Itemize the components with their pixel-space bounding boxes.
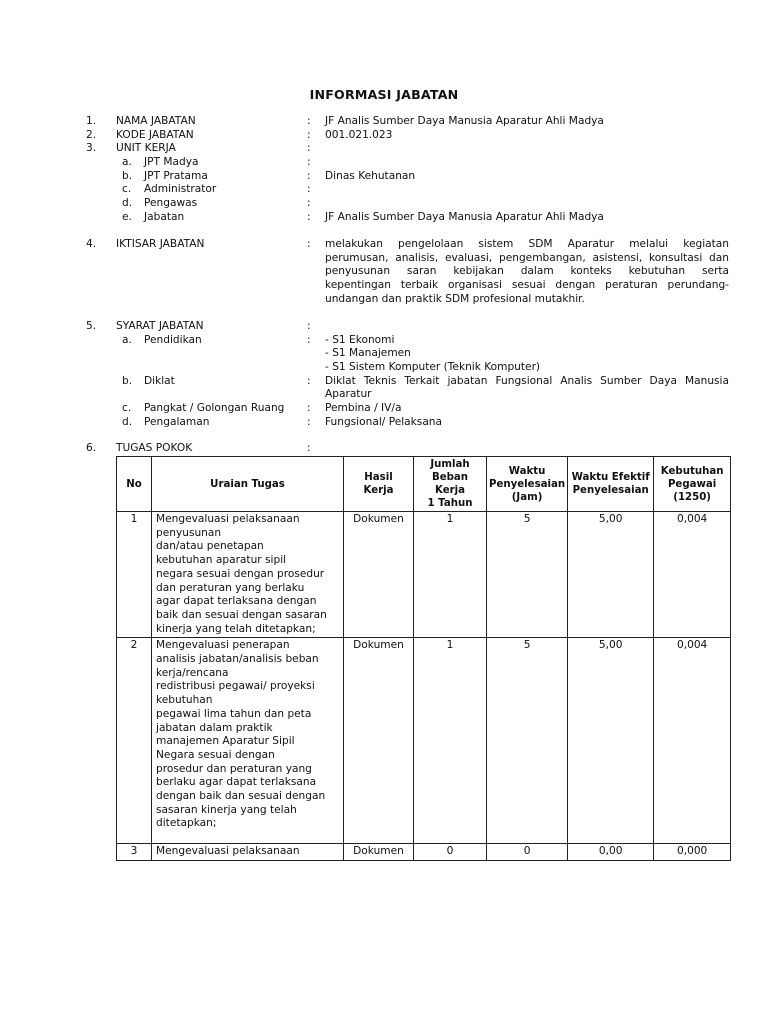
sub-label: Diklat xyxy=(144,374,175,387)
unit-kerja-jpt-madya xyxy=(0,156,768,170)
sub-letter: b. xyxy=(122,169,133,182)
sub-letter: e. xyxy=(122,210,132,223)
cell-no: 2 xyxy=(117,638,152,844)
cell-uraian xyxy=(152,638,344,844)
item-number: 3. xyxy=(86,142,97,155)
uraian-line: jabatan dalam praktik xyxy=(156,721,273,734)
sub-label: JPT Pratama xyxy=(144,169,208,182)
section-identitas xyxy=(0,115,768,225)
unit-kerja-administrator xyxy=(0,183,768,197)
uraian-line: berlaku agar dapat terlaksana xyxy=(156,776,317,789)
table-row xyxy=(117,512,731,638)
sub-value: Fungsional/ Pelaksana xyxy=(325,415,443,428)
colon: : xyxy=(307,374,311,387)
header-no: No xyxy=(117,457,152,512)
uraian-line: Negara sesuai dengan xyxy=(156,748,275,761)
cell-hasil: Dokumen xyxy=(344,512,414,638)
section-iktisar xyxy=(0,238,768,305)
uraian-line: baik dan sesuai dengan sasaran xyxy=(156,608,327,621)
uraian-line: Mengevaluasi penerapan xyxy=(156,639,290,652)
header-uraian: Uraian Tugas xyxy=(152,457,344,512)
cell-hasil: Dokumen xyxy=(344,638,414,844)
colon: : xyxy=(307,238,311,250)
sub-letter: d. xyxy=(122,415,133,428)
item-label: KODE JABATAN xyxy=(116,128,194,141)
iktisar-text xyxy=(325,238,729,306)
iktisar-line: penyusunan saran kebijakan dalam konteks kebutuhan serta xyxy=(325,265,729,278)
colon: : xyxy=(307,333,311,346)
sub-label: Pengalaman xyxy=(144,415,210,428)
uraian-line: sasaran kinerja yang telah xyxy=(156,803,297,816)
uraian-line: dengan baik dan sesuai dengan xyxy=(156,790,326,803)
uraian-line: kinerja yang telah ditetapkan; xyxy=(156,622,316,635)
header-kebutuhan xyxy=(654,457,731,512)
cell-efektif: 5,00 xyxy=(568,638,654,844)
iktisar-line: melakukan pengelolaan sistem SDM Aparatur melalui kegiatan xyxy=(325,238,729,250)
document-title: INFORMASI JABATAN xyxy=(309,87,459,102)
colon: : xyxy=(307,142,311,155)
cell-uraian xyxy=(152,512,344,638)
iktisar-line: undangan dan praktik SDM profesional mutakhir. xyxy=(325,292,585,305)
syarat-header xyxy=(0,320,768,334)
diklat-line: Diklat Teknis Terkait jabatan Fungsional Analis Sumber Daya Manusia xyxy=(325,374,729,387)
sub-label: Pengawas xyxy=(144,197,198,210)
header-line: Kebutuhan xyxy=(660,465,724,477)
cell-jumlah: 1 xyxy=(414,512,487,638)
cell-waktu: 5 xyxy=(487,638,568,844)
sub-letter: d. xyxy=(122,197,133,210)
iktisar-line: kepentingan terbaik organisasi sesuai dengan peraturan perundang- xyxy=(325,279,729,292)
header-line: Pegawai xyxy=(667,478,717,490)
colon: : xyxy=(307,156,311,169)
cell-efektif: 5,00 xyxy=(568,512,654,638)
colon: : xyxy=(307,183,311,196)
unit-kerja-jpt-pratama xyxy=(0,170,768,184)
section-syarat xyxy=(0,320,768,429)
pendidikan-item: - S1 Sistem Komputer (Teknik Komputer) xyxy=(325,361,541,374)
uraian-line: Mengevaluasi pelaksanaan xyxy=(156,845,300,858)
header-line: Jumlah xyxy=(430,459,470,470)
colon: : xyxy=(307,442,311,454)
tugas-pokok-table xyxy=(116,456,731,861)
diklat-line: Aparatur xyxy=(325,388,372,401)
sub-label: Pendidikan xyxy=(144,333,202,346)
uraian-line: kebutuhan aparatur sipil xyxy=(156,554,287,567)
header-line: Hasil xyxy=(364,472,393,483)
syarat-pendidikan xyxy=(0,334,768,375)
cell-no: 1 xyxy=(117,512,152,638)
header-line: (Jam) xyxy=(511,491,543,503)
header-line: Waktu Efektif xyxy=(571,472,650,483)
uraian-line: kerja/rencana xyxy=(156,666,229,679)
cell-jumlah: 1 xyxy=(414,638,487,844)
sub-label: JPT Madya xyxy=(144,156,199,169)
sub-value: Pembina / IV/a xyxy=(325,402,402,415)
pendidikan-item: - S1 Ekonomi xyxy=(325,333,395,346)
item-number: 5. xyxy=(86,320,97,332)
uraian-line: negara sesuai dengan prosedur xyxy=(156,567,325,580)
syarat-pangkat xyxy=(0,402,768,416)
cell-no: 3 xyxy=(117,844,152,861)
uraian-line: prosedur dan peraturan yang xyxy=(156,762,312,775)
uraian-line: kebutuhan xyxy=(156,694,213,707)
item-value: JF Analis Sumber Daya Manusia Aparatur Ahli Madya xyxy=(325,115,604,127)
colon: : xyxy=(307,402,311,415)
header-line: Penyelesaian xyxy=(572,485,649,496)
item-number: 2. xyxy=(86,128,97,141)
item-label: SYARAT JABATAN xyxy=(116,320,204,332)
header-line: (1250) xyxy=(673,491,711,503)
iktisar-line: perumusan, analisis, evaluasi, pengembangan, asistensi, konsultasi dan xyxy=(325,251,729,264)
pendidikan-item: - S1 Manajemen xyxy=(325,347,411,360)
sub-letter: a. xyxy=(122,333,132,346)
sub-letter: b. xyxy=(122,374,133,387)
colon: : xyxy=(307,197,311,210)
uraian-line: penyusunan xyxy=(156,526,222,539)
sub-label: Pangkat / Golongan Ruang xyxy=(144,402,285,415)
sub-label: Jabatan xyxy=(144,210,185,223)
item-number: 1. xyxy=(86,115,97,127)
header-line: Beban Kerja xyxy=(431,472,469,496)
cell-waktu: 5 xyxy=(487,512,568,638)
cell-waktu: 0 xyxy=(487,844,568,861)
uraian-line: dan peraturan yang berlaku xyxy=(156,581,305,594)
table-header-row xyxy=(117,457,731,512)
colon: : xyxy=(307,210,311,223)
colon: : xyxy=(307,169,311,182)
cell-kebutuhan: 0,004 xyxy=(654,638,731,844)
item-nama-jabatan xyxy=(0,115,768,129)
uraian-line: manajemen Aparatur Sipil xyxy=(156,735,295,748)
tugas-header xyxy=(0,442,768,456)
item-label: TUGAS POKOK xyxy=(116,442,193,454)
section-tugas-pokok xyxy=(0,442,768,456)
uraian-line: agar dapat terlaksana dengan xyxy=(156,595,317,608)
item-unit-kerja xyxy=(0,142,768,156)
colon: : xyxy=(307,415,311,428)
item-label: UNIT KERJA xyxy=(116,142,176,155)
sub-value: JF Analis Sumber Daya Manusia Aparatur Ahli Madya xyxy=(325,210,604,223)
cell-kebutuhan: 0,000 xyxy=(654,844,731,861)
uraian-line: Mengevaluasi pelaksanaan xyxy=(156,513,300,525)
header-waktu xyxy=(487,457,568,512)
header-hasil xyxy=(344,457,414,512)
uraian-line: ditetapkan; xyxy=(156,817,217,830)
pendidikan-list xyxy=(325,334,540,375)
header-efektif xyxy=(568,457,654,512)
header-line: Penyelesaian xyxy=(489,478,566,490)
sub-value: Dinas Kehutanan xyxy=(325,169,416,182)
item-label: NAMA JABATAN xyxy=(116,115,196,127)
diklat-text xyxy=(325,375,729,402)
item-label: IKTISAR JABATAN xyxy=(116,238,205,250)
unit-kerja-jabatan xyxy=(0,211,768,225)
cell-kebutuhan: 0,004 xyxy=(654,512,731,638)
sub-letter: c. xyxy=(122,402,132,415)
cell-jumlah: 0 xyxy=(414,844,487,861)
table-row xyxy=(117,844,731,861)
uraian-line: redistribusi pegawai/ proyeksi xyxy=(156,680,315,693)
uraian-line: dan/atau penetapan xyxy=(156,540,264,553)
cell-efektif: 0,00 xyxy=(568,844,654,861)
colon: : xyxy=(307,115,311,127)
header-line: 1 Tahun xyxy=(427,498,473,509)
table-row xyxy=(117,638,731,844)
cell-uraian xyxy=(152,844,344,861)
header-line: Kerja xyxy=(363,485,394,496)
unit-kerja-pengawas xyxy=(0,197,768,211)
header-jumlah xyxy=(414,457,487,512)
sub-label: Administrator xyxy=(144,183,217,196)
uraian-line: pegawai lima tahun dan peta xyxy=(156,707,312,720)
uraian-line: analisis jabatan/analisis beban xyxy=(156,653,319,666)
colon: : xyxy=(307,128,311,141)
item-number: 4. xyxy=(86,238,97,250)
item-number: 6. xyxy=(86,442,97,454)
syarat-diklat xyxy=(0,375,768,402)
colon: : xyxy=(307,320,311,332)
sub-letter: a. xyxy=(122,156,132,169)
cell-hasil: Dokumen xyxy=(344,844,414,861)
syarat-pengalaman xyxy=(0,416,768,430)
sub-letter: c. xyxy=(122,183,132,196)
header-line: Waktu xyxy=(508,465,546,477)
item-value: 001.021.023 xyxy=(325,128,393,141)
item-kode-jabatan xyxy=(0,129,768,143)
